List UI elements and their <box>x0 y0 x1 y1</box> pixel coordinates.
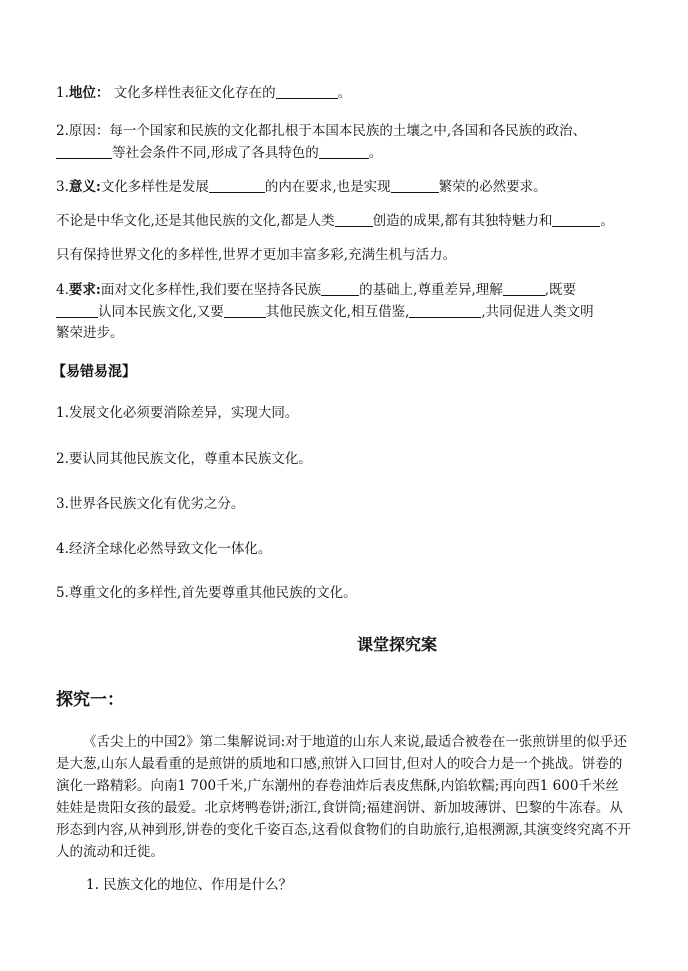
point-3-extra-line <box>56 211 614 231</box>
blank <box>391 178 439 193</box>
blank <box>224 303 266 318</box>
point-3-line <box>56 177 547 197</box>
point-4-line-2 <box>56 302 594 322</box>
explore-title: 探究一： <box>56 690 124 710</box>
blank <box>56 303 98 318</box>
mistake-item: 1.发展文化必须要消除差异，实现大同。 <box>56 405 299 421</box>
blank <box>409 303 481 318</box>
point-4-colon: : <box>95 282 101 298</box>
point-4-text-e: 其他民族文化,相互借鉴, <box>265 304 410 320</box>
blank <box>276 84 338 99</box>
point-3-extra-b: 创造的成果,都有其独特魅力和 <box>372 213 553 229</box>
point-2-line-2 <box>56 143 382 163</box>
mistakes-title: 【易错易混】 <box>52 364 136 380</box>
point-4-line-1 <box>56 280 576 300</box>
explore-question: 1. 民族文化的地位、作用是什么？ <box>86 877 293 893</box>
point-4-text-b: 的基础上,尊重差异,理解 <box>359 282 503 298</box>
blank <box>319 144 369 159</box>
blank <box>209 178 265 193</box>
point-3-summary: 只有保持世界文化的多样性,世界才更加丰富多彩,充满生机与活力。 <box>56 247 457 263</box>
mistake-item: 2.要认同其他民族文化，尊重本民族文化。 <box>56 451 312 467</box>
mistake-item: 3.世界各民族文化有优劣之分。 <box>56 496 245 512</box>
point-2-line-1: 2.原因：每一个国家和民族的文化都扎根于本国本民族的土壤之中,各国和各民族的政治、 <box>56 123 587 139</box>
point-1-number: 1. <box>56 85 69 101</box>
point-3-text-b: 的内在要求,也是实现 <box>264 179 391 195</box>
point-1-end: 。 <box>337 85 352 101</box>
point-4-text-f: ,共同促进人类文明 <box>481 304 594 320</box>
mistake-item: 5.尊重文化的多样性,首先要尊重其他民族的文化。 <box>56 585 357 601</box>
point-1-text: 文化多样性表征文化存在的 <box>113 85 276 101</box>
blank <box>503 281 545 296</box>
point-3-colon: : <box>95 179 101 195</box>
point-2-text: 等社会条件不同,形成了各具特色的 <box>112 145 319 161</box>
explore-passage: 《舌尖上的中国2》第二集解说词:对于地道的山东人来说,最适合被卷在一张煎饼里的似乎还是大葱,山东人最看重的是煎饼的质地和口感,煎饼入口回甘,但对人的咬合力是一个挑战。饼卷的演化一路精彩。向南1 700千米,广东潮州的春卷油炸后表皮焦酥,内馅软糯;再向西1 600千米丝娃娃是贵阳女孩的最爱。北京烤鸭卷饼;浙江,食饼筒;福建润饼、新加坡薄饼、巴黎的牛冻春。从形态到内容,从神到形,饼卷的变化千姿百态,这看似食物们的自助旅行,追根溯源,其演变终究离不开人的流动和迁徙。 <box>56 734 631 860</box>
blank <box>321 281 359 296</box>
point-4-label: 要求 <box>68 282 96 298</box>
point-4-text-a: 面对文化多样性,我们要在坚持各民族 <box>100 282 322 298</box>
blank <box>335 212 373 227</box>
point-4-text-c: ,既要 <box>544 282 577 298</box>
point-3-extra-c: 。 <box>600 213 614 229</box>
point-3-number: 3. <box>56 179 69 195</box>
point-4-line-3: 繁荣进步。 <box>56 325 124 341</box>
point-4-text-d: 认同本民族文化,又要 <box>98 304 224 320</box>
point-1-line <box>56 83 351 103</box>
point-1-label: 地位 <box>68 85 96 101</box>
section-title: 课堂探究案 <box>357 635 438 654</box>
point-3-extra-a: 不论是中华文化,还是其他民族的文化,都是人类 <box>56 213 335 229</box>
point-3-text-a: 文化多样性是发展 <box>100 179 209 195</box>
mistake-item: 4.经济全球化必然导致文化一体化。 <box>56 541 272 557</box>
blank <box>56 144 112 159</box>
point-1-colon: ： <box>95 85 110 101</box>
point-2-end: 。 <box>368 145 383 161</box>
point-3-text-c: 繁荣的必然要求。 <box>438 179 547 195</box>
point-4-number: 4. <box>56 282 69 298</box>
blank <box>552 212 600 227</box>
point-3-label: 意义 <box>68 179 96 195</box>
